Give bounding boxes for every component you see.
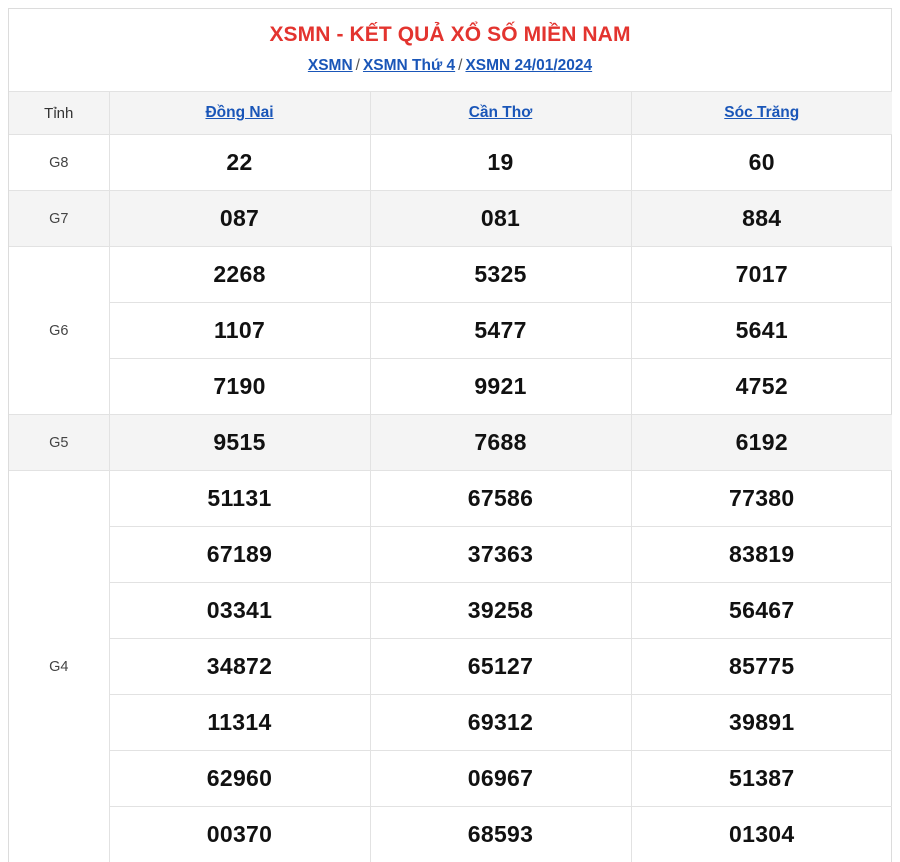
breadcrumb-link-xsmn-thu-4[interactable]: XSMN Thứ 4 xyxy=(363,57,455,74)
breadcrumb-link-xsmn[interactable]: XSMN xyxy=(308,57,353,74)
result-cell: 01304 xyxy=(631,807,892,862)
table-header-row xyxy=(9,92,892,135)
province-link-dong-nai[interactable]: Đồng Nai xyxy=(205,104,273,121)
table-row xyxy=(9,471,892,527)
prize-label-g4: G4 xyxy=(9,471,109,862)
prize-label-g7: G7 xyxy=(9,191,109,247)
prize-label-g5: G5 xyxy=(9,415,109,471)
table-row xyxy=(9,415,892,471)
result-cell: 884 xyxy=(631,191,892,247)
result-cell: 39258 xyxy=(370,583,631,639)
column-header-tinh: Tỉnh xyxy=(9,92,109,135)
table-row xyxy=(9,247,892,303)
result-cell: 087 xyxy=(109,191,370,247)
result-cell: 5477 xyxy=(370,303,631,359)
province-link-can-tho[interactable]: Cần Thơ xyxy=(469,104,533,121)
result-cell: 69312 xyxy=(370,695,631,751)
result-cell: 6192 xyxy=(631,415,892,471)
breadcrumb xyxy=(9,55,891,91)
table-row xyxy=(9,639,892,695)
table-row xyxy=(9,751,892,807)
result-cell: 4752 xyxy=(631,359,892,415)
result-cell: 62960 xyxy=(109,751,370,807)
result-cell: 5325 xyxy=(370,247,631,303)
table-row xyxy=(9,191,892,247)
column-header-province-2 xyxy=(631,92,892,135)
result-cell: 2268 xyxy=(109,247,370,303)
result-cell: 68593 xyxy=(370,807,631,862)
result-cell: 5641 xyxy=(631,303,892,359)
result-cell: 081 xyxy=(370,191,631,247)
result-cell: 22 xyxy=(109,135,370,191)
table-row xyxy=(9,527,892,583)
table-row xyxy=(9,695,892,751)
result-cell: 85775 xyxy=(631,639,892,695)
prize-label-g6: G6 xyxy=(9,247,109,415)
column-header-province-0 xyxy=(109,92,370,135)
result-cell: 67586 xyxy=(370,471,631,527)
result-cell: 7017 xyxy=(631,247,892,303)
table-header xyxy=(9,92,892,135)
table-row xyxy=(9,807,892,862)
result-cell: 03341 xyxy=(109,583,370,639)
result-cell: 56467 xyxy=(631,583,892,639)
result-cell: 7190 xyxy=(109,359,370,415)
province-link-soc-trang[interactable]: Sóc Trăng xyxy=(724,104,799,121)
result-cell: 19 xyxy=(370,135,631,191)
result-cell: 39891 xyxy=(631,695,892,751)
result-cell: 51131 xyxy=(109,471,370,527)
result-cell: 7688 xyxy=(370,415,631,471)
table-row xyxy=(9,583,892,639)
result-cell: 65127 xyxy=(370,639,631,695)
table-row xyxy=(9,359,892,415)
lottery-results-table xyxy=(9,91,892,862)
result-cell: 06967 xyxy=(370,751,631,807)
result-cell: 67189 xyxy=(109,527,370,583)
table-row xyxy=(9,135,892,191)
result-cell: 00370 xyxy=(109,807,370,862)
page-title: XSMN - KẾT QUẢ XỔ SỐ MIỀN NAM xyxy=(9,9,891,55)
breadcrumb-separator-1: / xyxy=(353,57,363,74)
result-cell: 37363 xyxy=(370,527,631,583)
breadcrumb-link-xsmn-date[interactable]: XSMN 24/01/2024 xyxy=(465,57,592,74)
result-cell: 77380 xyxy=(631,471,892,527)
result-cell: 83819 xyxy=(631,527,892,583)
table-row xyxy=(9,303,892,359)
page-root xyxy=(0,8,900,830)
prize-label-g8: G8 xyxy=(9,135,109,191)
result-cell: 9921 xyxy=(370,359,631,415)
result-cell: 51387 xyxy=(631,751,892,807)
result-cell: 34872 xyxy=(109,639,370,695)
breadcrumb-separator-2: / xyxy=(455,57,465,74)
table-body xyxy=(9,135,892,862)
result-sheet xyxy=(8,8,892,862)
result-cell: 60 xyxy=(631,135,892,191)
result-cell: 1107 xyxy=(109,303,370,359)
result-cell: 9515 xyxy=(109,415,370,471)
column-header-province-1 xyxy=(370,92,631,135)
result-cell: 11314 xyxy=(109,695,370,751)
